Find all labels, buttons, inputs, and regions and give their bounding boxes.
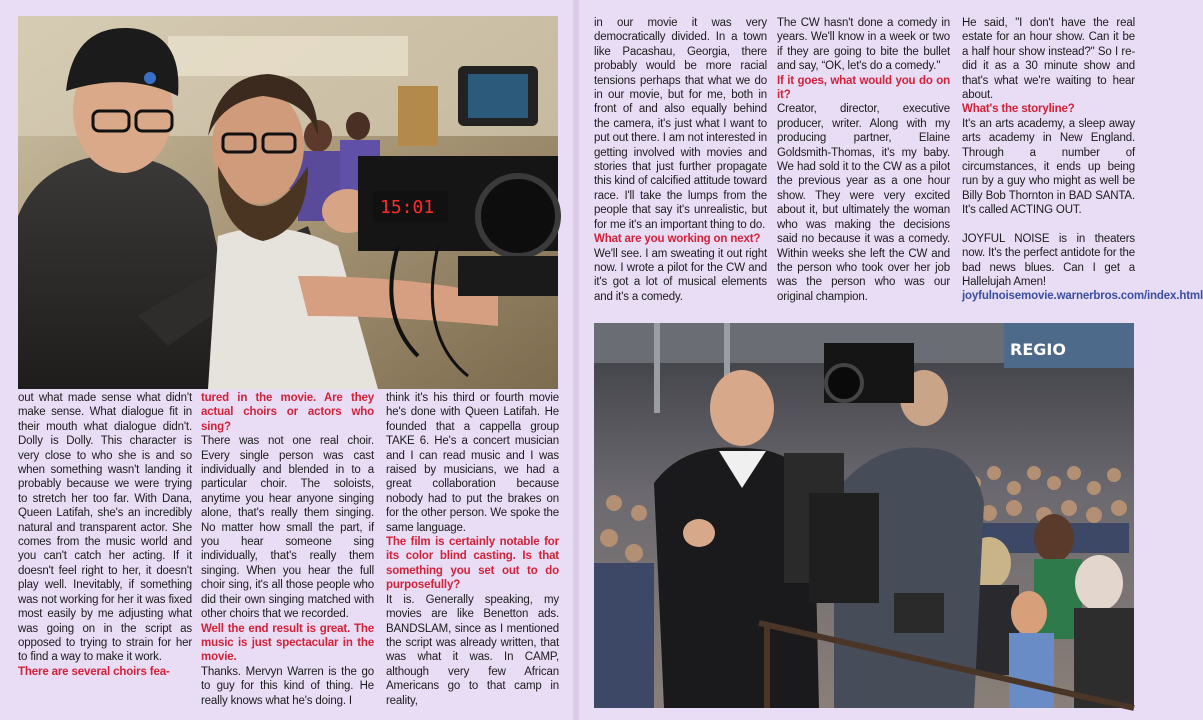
interview-question: What's the storyline? (962, 103, 1075, 116)
body-text: Creator, director, executive producer, writer. Along with my producing partner, Elaine Goldsmith-Thomas, it's my baby. We had sold it to the CW as a pilot the previous year as a one hour show. They were very excited about it, but ultimately the woman who was making the decisions said no because it was a comedy. Within weeks she left the CW and the person who took over her job was the person who was our original champion. (777, 103, 950, 303)
right-column-2 (777, 16, 950, 322)
camera-timecode: 15:01 (380, 197, 435, 218)
body-text: in our movie it was very democratically divided. In a town like Pacashau, Georgia, there probably would be more racial tensions perhaps that what we do in our movie, but for me, both in front of and also equally behind the camera, it's just what I want to put out there. I am not interested in getting involved with movies and stories that just further propagate this kind of calcified attitude toward race. I'll take the lumps from the people that say it's unrealistic, but for me it's an important thing to do. (594, 17, 767, 231)
body-text: The CW hasn't done a comedy in years. We'll know in a week or two if they are going to bite the bullet and say, “OK, let's do a comedy." (777, 17, 950, 73)
left-column-3 (386, 391, 559, 720)
body-text: He said, "I don't have the real estate for an hour show. Can it be a half hour show instead?" So I re-did it as a 30 minute show and that's what we're waiting to hear about. (962, 17, 1135, 102)
body-text: We'll see. I am sweating it out right now. I wrote a pilot for the CW and it's got a lot of musical elements and it's a comedy. (594, 247, 767, 303)
director-crowd-photo (594, 323, 1134, 708)
body-text: There was not one real choir. Every single person was cast individually and blended in to a particular choir. The soloists, anytime you hear anyone singing alone, that's really them singing. No matter how small the part, if you hear someone sing individually, that's really them singing. When you hear the full choir sing, it's all those people who did their own singing matched with other choirs that we recorded. (201, 435, 374, 621)
right-column-3 (962, 16, 1203, 322)
left-column-1 (18, 391, 192, 720)
interview-question: What are you working on next? (594, 233, 761, 246)
right-column-1 (594, 16, 767, 322)
interview-question: The film is certainly notable for its color blind casting. Is that something you set out to do purposefully? (386, 536, 559, 592)
interview-question: If it goes, what would you do on it? (777, 74, 950, 102)
right-page (579, 0, 1203, 720)
left-column-2 (201, 391, 374, 720)
interview-question: There are several choirs fea- (18, 665, 170, 678)
interview-question: Well the end result is great. The music is just spectacular in the movie. (201, 622, 374, 664)
stadium-banner: REGIO (1010, 340, 1066, 359)
body-text: JOYFUL NOISE is in theaters now. It's the perfect antidote for the bad news blues. Can I get a Hallelujah Amen! (962, 232, 1135, 288)
left-page (0, 0, 573, 720)
body-text: out what made sense what didn't make sense. What dialogue fit in their mouth what dialogue didn't. Dolly is Dolly. This character is very close to who she is and so when something wasn't landing it probably because we were trying to stretch her too far. With Dana, Queen Latifah, she's an incredibly natural and transparent actor. She comes from the music world and you can't catch her acting. If it doesn't feel right to her, it doesn't play well. Inevitably, if something was not working for her it was fixed most easily by me adjusting what was going on in the script as opposed to trying to strain for her to find a way to make it work. (18, 392, 192, 664)
film-set-camera-photo (18, 16, 558, 389)
body-text: It's an arts academy, a sleep away arts academy in New England. Through a number of circumstances, it ends up being run by a guy who might as well be Billy Bob Thornton in BAD SANTA. It's called ACTING OUT. (962, 117, 1135, 217)
body-text: think it's his third or fourth movie he's done with Queen Latifah. He founded that a cappella group TAKE 6. He's a concert musician and I can read music and I was raised by musicians, we had a great collaboration because nobody had to put the brakes on for the other person. We spoke the same language. (386, 392, 559, 534)
body-text: It is. Generally speaking, my movies are like Benetton ads. BANDSLAM, since as I mentioned the script was already written, that was what it was. In CAMP, although very few African Americans go to that camp in reality, (386, 593, 559, 707)
website-link[interactable]: joyfulnoisemovie.warnerbros.com/index.html (962, 290, 1203, 303)
body-text: Thanks. Mervyn Warren is the go to guy for this kind of thing. He really knows what he's doing. I (201, 665, 374, 707)
interview-question: tured in the movie. Are they actual choirs or actors who sing? (201, 392, 374, 433)
